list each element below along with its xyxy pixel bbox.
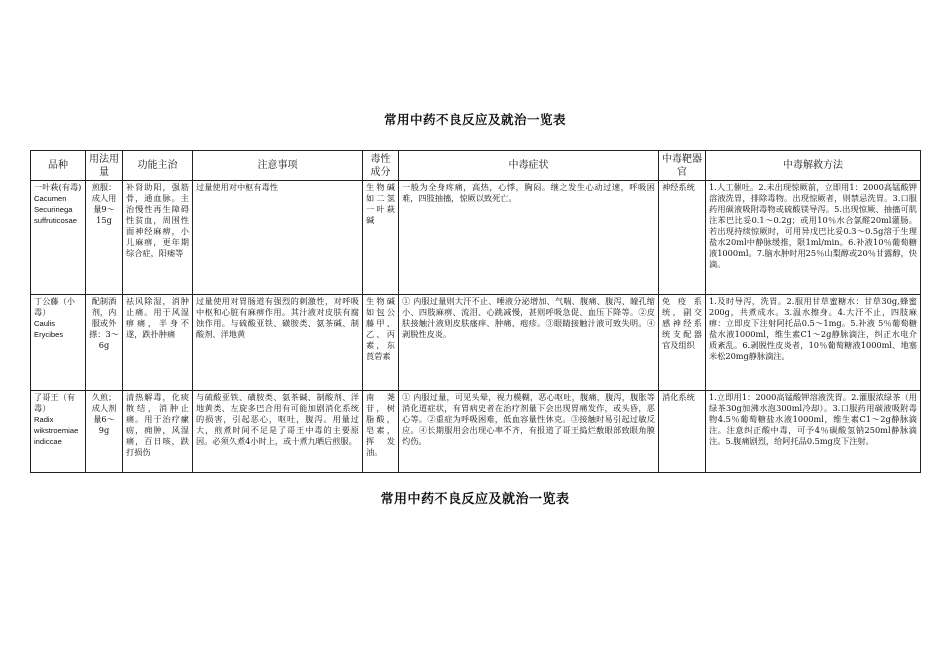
adverse-reaction-table: [30, 150, 921, 473]
function-cell: 祛风除湿，消肿止痛。用于风湿痹痛，半身不遂，跌扑肿痛: [123, 295, 193, 391]
toxic-cell: 南荛苷，树脂酸，皂素，挥发油。: [363, 391, 399, 473]
variety-cell: [31, 295, 86, 391]
page-title-repeat: 常用中药不良反应及就治一览表: [380, 492, 570, 507]
col-header-caution: 注意事项: [193, 151, 363, 181]
col-header-rescue: 中毒解救方法: [706, 151, 921, 181]
variety-latin: Cacumen Securinega suffruticosae: [34, 194, 77, 225]
usage-cell: 煎服：成人用量9～15g: [86, 181, 123, 295]
page-title: 常用中药不良反应及就治一览表: [383, 112, 566, 127]
table-row: [31, 181, 921, 295]
col-header-target-organ: 中毒靶器官: [659, 151, 706, 181]
rescue-cell: 1.人工催吐。2.未出现惊厥前，立即用1：2000高锰酸钾溶液洗胃，排除毒物。出现惊厥者，则禁忌洗胃。3.口服药用碳液吸附毒物或硫酸镁导泻。5.出现惊厥、抽搐可肌注苯巴比妥0.1～0.2g；或用10％水合氯醛20ml灌肠。若出现持续惊厥时，可用异戊巴比妥0.3～0.5g溶于生理盐水20ml中静脉缓推，限1ml/min。6.补液10％葡萄糖液1000ml。7.脑水肿时用25％山梨醇或20％甘露醇，快滴。: [706, 181, 921, 295]
symptom-cell: 一般为全身疼痛，高热，心悸，胸闷。继之发生心动过速，呼吸困难，四肢抽搐，惊厥以致死亡。: [399, 181, 659, 295]
symptom-cell: ① 内服过量则大汗不止、唾液分泌增加、气喘、腹痛、腹泻、瞳孔缩小、四肢麻痹、流泪、心跳减慢，甚则呼吸急促、血压下降等。②皮肤接触汁液则皮肤瘙痒、肿痛、疱疹。③眼睛接触汁液可致失明。④剥脱性皮炎。: [399, 295, 659, 391]
caution-cell: 过量使用对中枢有毒性: [193, 181, 363, 295]
usage-cell: 久煎；成人剂量6～9g: [86, 391, 123, 473]
toxic-cell: 生物碱如包公藤甲、乙、丙素，东莨菪素: [363, 295, 399, 391]
col-header-usage: 用法用量: [86, 151, 123, 181]
symptom-cell: ① 内服过量，可见头晕，视力模糊，恶心呕吐，腹痛，腹泻，腹胀等消化道症状，有胃病史者在治疗剂量下会出现胃痛发作，或头昏，恶心等。②重症为呼吸困难，低血容量性休克。③接触时易引起过敏反应。④长期服用会出现心率不齐，有报道了哥王捣烂敷眼部致眼角膜灼伤。: [399, 391, 659, 473]
col-header-toxic-component: 毒性成分: [363, 151, 399, 181]
target-cell: 免疫系统，副交感神经系统支配器官及组织: [659, 295, 706, 391]
variety-cell: [31, 181, 86, 295]
header-row: [31, 151, 921, 181]
variety-cn: 丁公藤（小毒）: [34, 296, 75, 317]
function-cell: 清热解毒，化痰散结，消肿止痛。用于治疗瘰疬，痈肿，风湿痛，百日咳，跌打损伤: [123, 391, 193, 473]
target-cell: 消化系统: [659, 391, 706, 473]
variety-cn: 一叶萩(有毒): [34, 182, 82, 192]
variety-cell: [31, 391, 86, 473]
table-row: [31, 391, 921, 473]
variety-latin: Radix wikstroemiae indiccae: [34, 415, 79, 446]
col-header-symptom: 中毒症状: [399, 151, 659, 181]
usage-cell: 配制酒剂，内服或外搽：3～6g: [86, 295, 123, 391]
col-header-function: 功能主治: [123, 151, 193, 181]
rescue-cell: 1.及时导泻，洗胃。2.服用甘草蜜糖水：甘草30g,蜂蜜200g，共煮成水。3.温水擦身。4.大汗不止，四肢麻痹：立即皮下注射阿托品0.5～1mg。5.补液 5％葡萄糖盐水液1000ml，维生素C1～2g静脉滴注，纠正水电介质紊乱。6.剥脱性皮炎者，10％葡萄糖液1000ml、地塞米松20mg静脉滴注。: [706, 295, 921, 391]
caution-cell: 过量使用对胃肠道有强烈的刺激性，对呼吸中枢和心脏有麻痹作用。其汁液对皮肤有腐蚀作用。与硫酸亚铁、磺胺类、氨茶碱、制酸剂、洋地黄: [193, 295, 363, 391]
toxic-cell: 生物碱如二氢一叶萩碱: [363, 181, 399, 295]
rescue-cell: 1.立即用1：2000高锰酸钾溶液洗胃。2.灌服浓绿茶（用绿茶30g加沸水泡300ml冷却）。3.口服药用碳液吸附毒物4.5％葡萄糖盐水液1000ml，维生素C1～2g静脉滴注。注意纠正酸中毒，可予4％碳酸氢钠250ml静脉滴注。5.腹痛剧烈，给阿托品0.5mg皮下注射。: [706, 391, 921, 473]
caution-cell: 与硫酸亚铁、磺胺类、氨茶碱、制酸剂、洋地黄类、左旋多巴合用有可能加剧消化系统的损害，引起恶心，呕吐，腹泻。用量过大，煎煮时间不足是了哥王中毒的主要原因。必须久煮4小时上，或十煮九晒后煎服。: [193, 391, 363, 473]
variety-latin: Caulis Erycibes: [34, 319, 64, 339]
function-cell: 补肾助阳，强筋骨，通血脉。主治慢性再生障碍性贫血，周围性面神经麻痹，小儿麻痹，更年期综合症，阳痿等: [123, 181, 193, 295]
table-row: [31, 295, 921, 391]
col-header-variety: 品种: [31, 151, 86, 181]
target-cell: 神经系统: [659, 181, 706, 295]
variety-cn: 了哥王（有毒）: [34, 392, 75, 413]
